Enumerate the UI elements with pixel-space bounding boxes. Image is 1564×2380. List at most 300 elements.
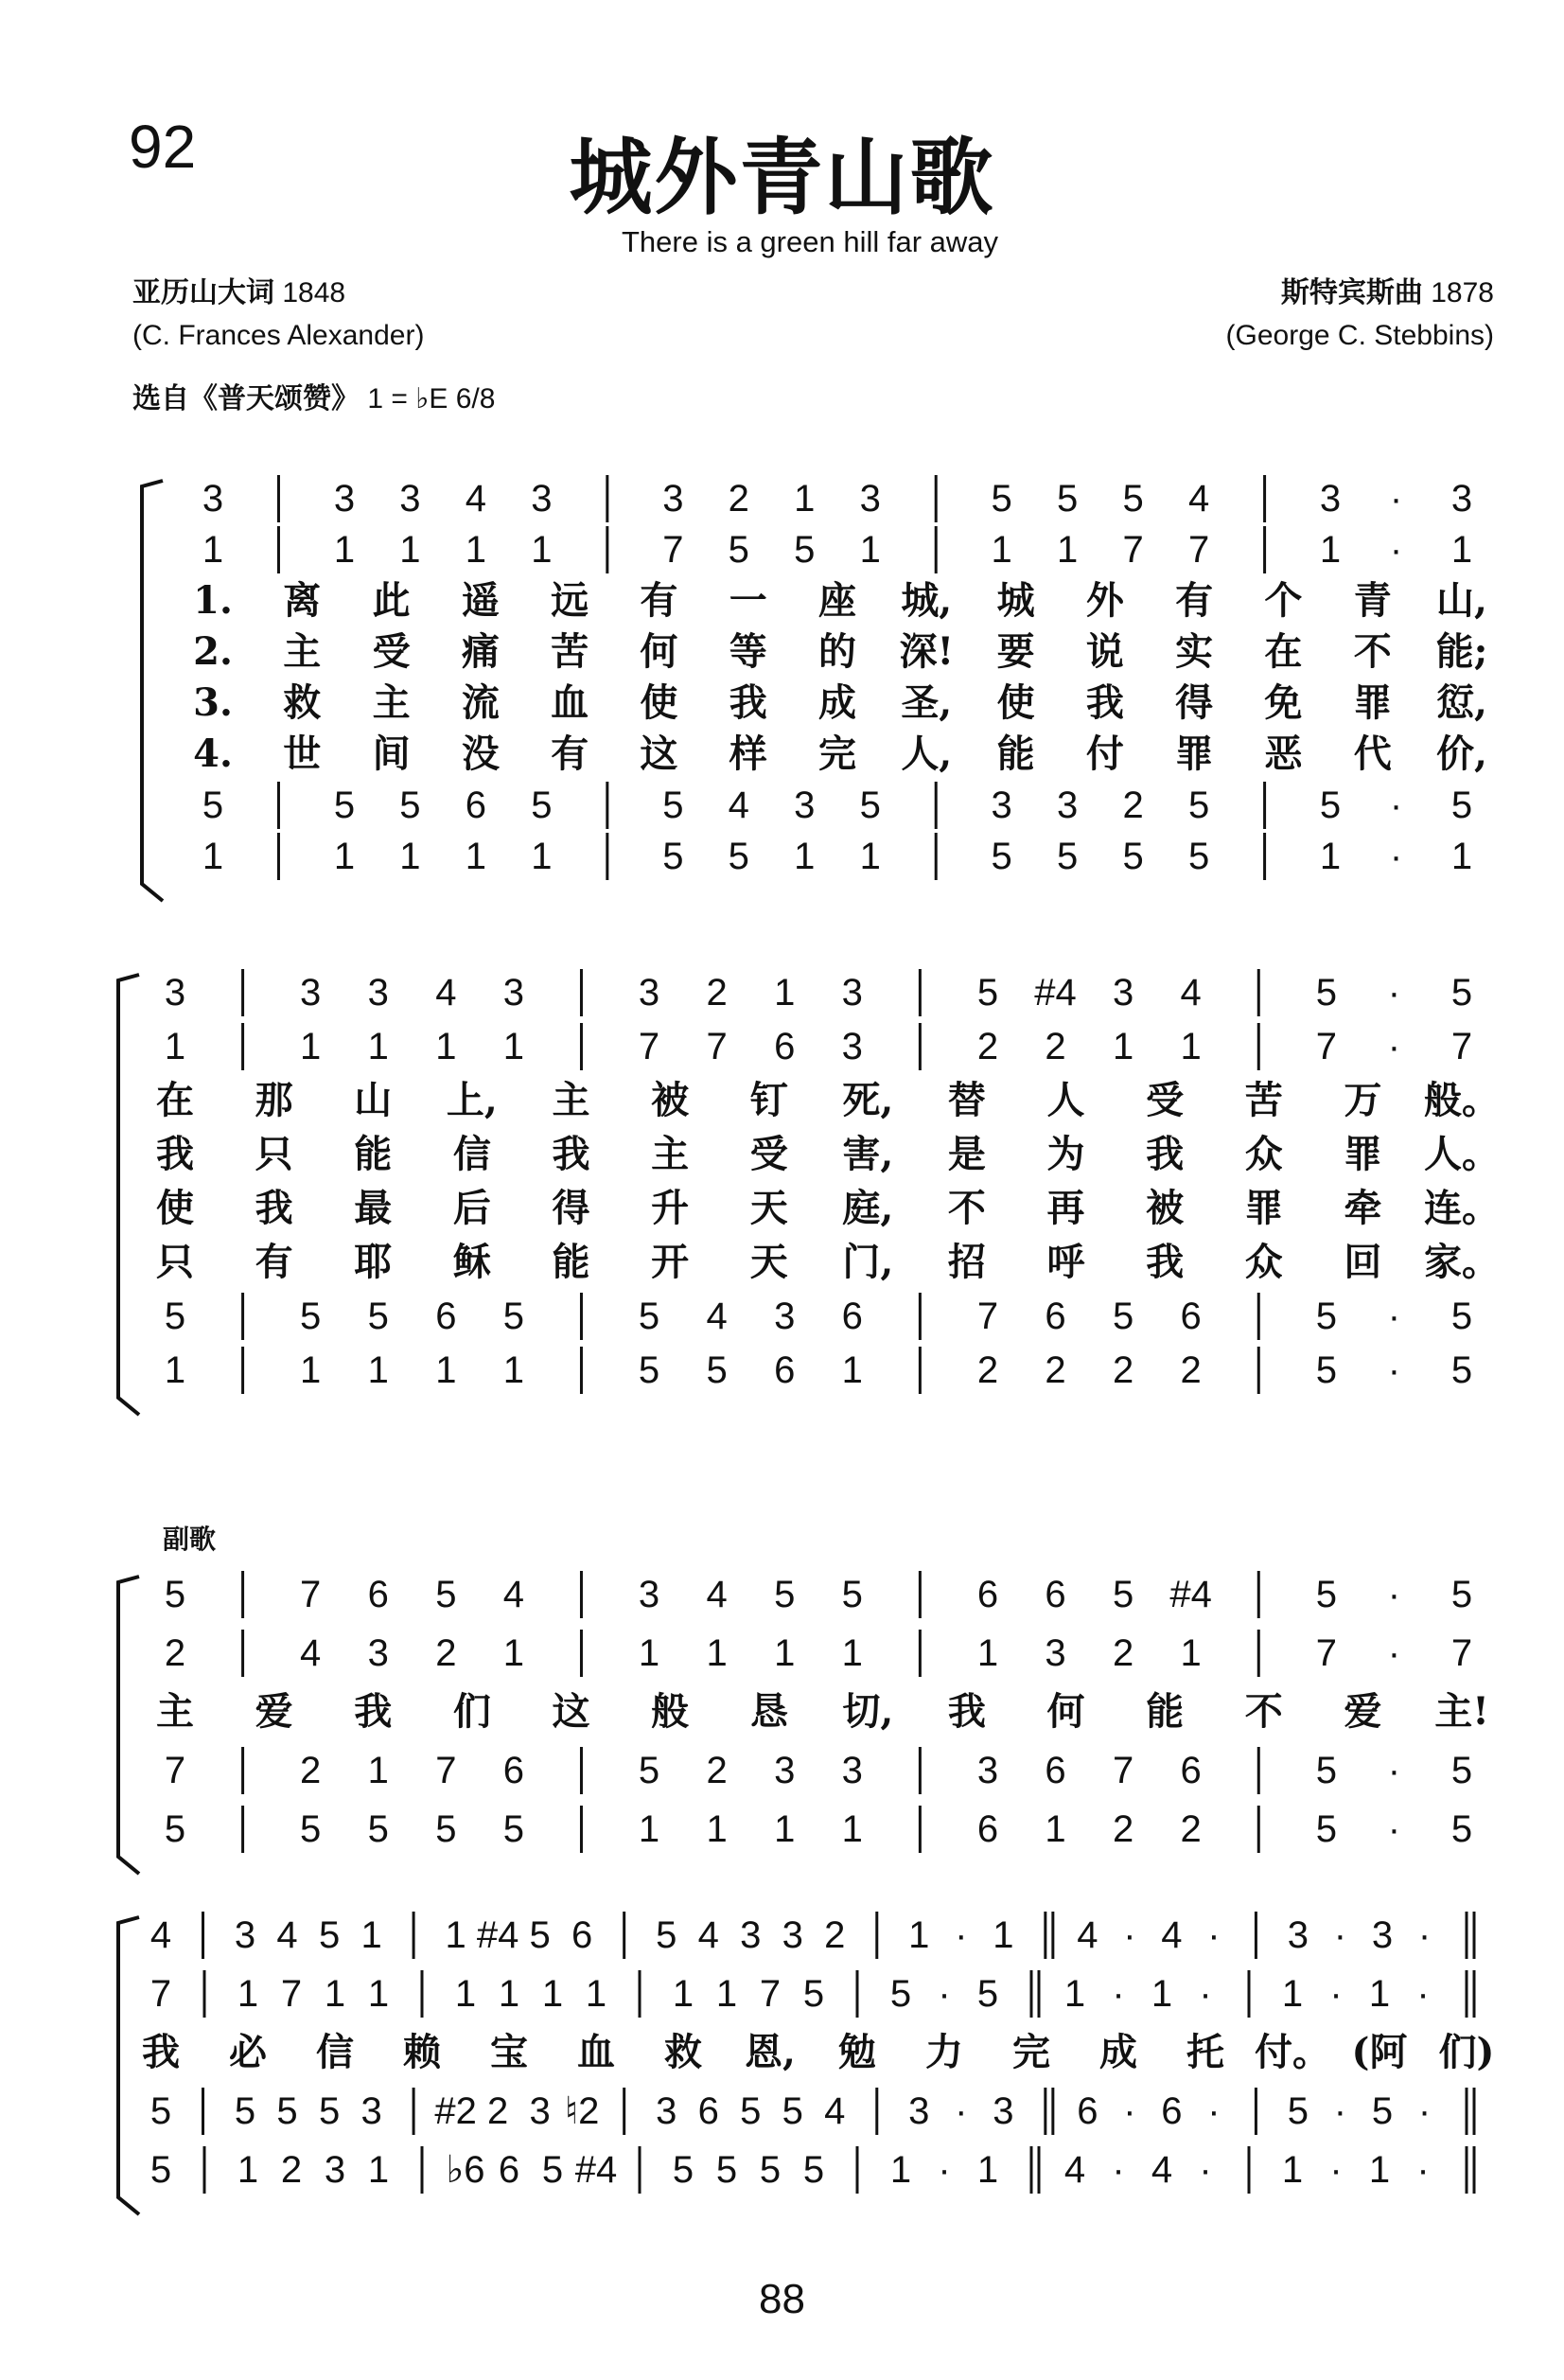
note: 3: [841, 972, 863, 1014]
note: 5: [529, 1914, 551, 1956]
lyric-syllable: 赖: [403, 2030, 441, 2074]
lyric-syllable: 只: [255, 1132, 293, 1176]
lyric-syllable: 家。: [1424, 1240, 1500, 1284]
lyric-syllable: 这: [552, 1689, 590, 1734]
lyric-syllable: (阿: [1351, 2030, 1408, 2074]
note: 1: [502, 1349, 525, 1391]
note: ·: [1123, 2090, 1136, 2132]
note: 4: [1187, 478, 1210, 520]
note: 2: [1112, 1632, 1134, 1674]
lyric-syllable: 天: [749, 1186, 788, 1230]
note: 6: [1161, 2090, 1183, 2132]
note: 5: [502, 1808, 525, 1850]
note: 4: [149, 1914, 172, 1956]
lyric-syllable: 成: [1099, 2030, 1137, 2074]
note: 5: [300, 1808, 322, 1850]
note: 1: [908, 1914, 930, 1956]
note: 5: [300, 1296, 322, 1337]
note: 1: [333, 836, 356, 877]
note: 5: [1450, 1574, 1473, 1615]
note: 1: [715, 1973, 738, 2015]
note: 1: [454, 1973, 477, 2015]
note: 3: [399, 478, 421, 520]
note: 1: [859, 529, 881, 571]
note: ·: [1199, 1973, 1212, 2015]
note: 1: [859, 836, 881, 877]
lyric-syllable: 有: [551, 732, 589, 776]
composer-credit: [1281, 269, 1494, 310]
lyric-syllable: 宝: [490, 2030, 528, 2074]
note: 3: [1287, 1914, 1309, 1956]
lyric-syllable: 圣,: [901, 680, 953, 725]
note: ·: [1387, 1808, 1401, 1850]
lyric-syllable: 使: [996, 680, 1035, 725]
note: #2: [434, 2090, 477, 2132]
lyric-syllable: 遥: [461, 578, 500, 623]
note: 1: [367, 1349, 389, 1391]
note: 5: [1371, 2090, 1394, 2132]
note: 5: [889, 1973, 912, 2015]
lyric-syllable: 我: [156, 1132, 194, 1176]
note: 7: [149, 1973, 172, 2015]
lyric-syllable: 4.: [193, 732, 233, 776]
note: 5: [1122, 478, 1144, 520]
note: 3: [1450, 478, 1473, 520]
note: ·: [1389, 785, 1403, 826]
note: 2: [435, 1632, 457, 1674]
chorus-label: 副歌: [163, 1524, 217, 1555]
note: 5: [638, 1349, 660, 1391]
lyric-syllable: 我: [1146, 1240, 1185, 1284]
lyric-syllable: 主: [283, 629, 322, 674]
note: 1: [638, 1632, 660, 1674]
lyric-syllable: 实: [1175, 629, 1214, 674]
note: 6: [1045, 1750, 1066, 1791]
lyric-syllable: 没: [461, 732, 500, 776]
note: 4: [1161, 1914, 1183, 1956]
note: 5: [656, 1914, 677, 1956]
note: 2: [1045, 1026, 1066, 1067]
lyric-syllable: 呼: [1046, 1240, 1085, 1284]
note: 5: [782, 2090, 803, 2132]
note: 4: [502, 1574, 525, 1615]
note: 4: [706, 1296, 728, 1337]
note: 1: [399, 529, 421, 571]
note: 4: [465, 478, 487, 520]
note: 5: [638, 1296, 660, 1337]
lyric-syllable: 般: [651, 1689, 690, 1734]
note: 6: [435, 1296, 457, 1337]
lyric-syllable: 痛: [461, 629, 500, 674]
note: 5: [1315, 1296, 1337, 1337]
lyric-syllable: 后: [452, 1186, 491, 1230]
note: 5: [728, 529, 749, 571]
note: 3: [367, 1632, 389, 1674]
note: ·: [955, 1914, 968, 1956]
note: 7: [1315, 1026, 1337, 1067]
note: ·: [1112, 2149, 1125, 2191]
note: ·: [1123, 1914, 1136, 1956]
note: 1: [324, 1973, 346, 2015]
lyric-syllable: 在: [1264, 629, 1303, 674]
note: 3: [164, 972, 186, 1014]
note: 1: [333, 529, 356, 571]
lyric-syllable: 得: [1175, 680, 1214, 725]
note: #4: [574, 2149, 618, 2191]
note: 5: [991, 836, 1012, 877]
note: 1: [774, 1808, 796, 1850]
note: 5: [1287, 2090, 1309, 2132]
note: 5: [149, 2090, 172, 2132]
note: 3: [324, 2149, 346, 2191]
lyric-syllable: 离: [283, 578, 322, 623]
note: 1: [993, 1914, 1014, 1956]
lyric-syllable: 稣: [452, 1240, 491, 1284]
note: 5: [234, 2090, 256, 2132]
lyric-syllable: 付: [1085, 732, 1124, 776]
note: 5: [1450, 1296, 1473, 1337]
lyric-syllable: 我: [947, 1689, 986, 1734]
note: 1: [1057, 529, 1079, 571]
note: ·: [1387, 1026, 1401, 1067]
lyric-syllable: 开: [651, 1240, 690, 1284]
note: 4: [1151, 2149, 1173, 2191]
note: 5: [1319, 785, 1342, 826]
lyric-syllable: 是: [947, 1132, 986, 1176]
note: 2: [280, 2149, 303, 2191]
note: 1: [531, 836, 553, 877]
note: 1: [841, 1349, 863, 1391]
note: 3: [740, 1914, 762, 1956]
note: 5: [1315, 1349, 1337, 1391]
note: 4: [1063, 2149, 1086, 2191]
lyric-syllable: 罪: [1353, 680, 1392, 725]
lyric-syllable: 主!: [1434, 1689, 1489, 1734]
lyric-syllable: 力: [925, 2030, 963, 2074]
note: 1: [237, 2149, 259, 2191]
note: 5: [1450, 785, 1473, 826]
note: 7: [706, 1026, 728, 1067]
note: 2: [824, 1914, 846, 1956]
note: 5: [367, 1808, 389, 1850]
note: 1: [502, 1632, 525, 1674]
note: 5: [318, 1914, 341, 1956]
note: 5: [1315, 1808, 1337, 1850]
note: 1: [1180, 1632, 1202, 1674]
english-subtitle: There is a green hill far away: [621, 225, 999, 258]
note: 3: [531, 478, 553, 520]
lyric-syllable: 能: [996, 732, 1035, 776]
lyric-syllable: 世: [283, 732, 322, 776]
lyricist-year: 1848: [282, 277, 346, 309]
lyric-syllable: 我: [1085, 680, 1124, 725]
lyric-syllable: 成: [818, 680, 856, 725]
note: 6: [697, 2090, 719, 2132]
lyric-syllable: 为: [1046, 1132, 1085, 1176]
lyric-syllable: 信: [452, 1132, 491, 1176]
lyric-syllable: 个: [1264, 578, 1303, 623]
note: 1: [585, 1973, 607, 2015]
note: 5: [662, 785, 684, 826]
hymn-number: 92: [129, 113, 197, 181]
lyric-syllable: 恶: [1264, 732, 1303, 776]
key-time-signature: 1 = ♭E 6/8: [367, 383, 496, 414]
lyric-syllable: 青: [1353, 578, 1392, 623]
system-bracket: [118, 975, 139, 1415]
note: ·: [1387, 1750, 1401, 1791]
note: 5: [841, 1574, 863, 1615]
note: #4: [1034, 972, 1077, 1014]
note: 5: [1450, 972, 1473, 1014]
note: 3: [993, 2090, 1014, 2132]
note: 6: [1045, 1296, 1066, 1337]
note: 1: [502, 1026, 525, 1067]
note: 3: [300, 972, 322, 1014]
lyric-syllable: 害,: [842, 1132, 894, 1176]
note: 5: [859, 785, 881, 826]
lyricist-name: 亚历山大词: [132, 276, 274, 309]
lyric-syllable: 万: [1344, 1078, 1382, 1122]
note: 5: [1122, 836, 1144, 877]
note: ·: [1199, 2149, 1212, 2191]
note: 1: [1450, 836, 1473, 877]
lyric-syllable: 城,: [901, 578, 953, 623]
note: 1: [794, 836, 816, 877]
lyric-syllable: 代: [1353, 732, 1392, 776]
note: 1: [841, 1632, 863, 1674]
score-system-3-chorus: [0, 1561, 1564, 1874]
note: 7: [759, 1973, 782, 2015]
lyric-syllable: 众: [1244, 1240, 1283, 1284]
note: ·: [938, 1973, 951, 2015]
note: 1: [976, 2149, 999, 2191]
note: 1: [435, 1026, 457, 1067]
lyric-syllable: 3.: [193, 680, 233, 725]
note: 4: [728, 785, 749, 826]
note: 5: [662, 836, 684, 877]
lyric-syllable: 替: [947, 1078, 986, 1122]
note: 1: [774, 972, 796, 1014]
lyric-syllable: 何: [640, 629, 678, 674]
lyric-syllable: 牵: [1344, 1186, 1382, 1230]
lyric-syllable: 托: [1186, 2030, 1224, 2074]
lyric-syllable: 我: [354, 1689, 393, 1734]
note: 6: [1180, 1750, 1202, 1791]
lyricist-credit: [132, 269, 345, 310]
note: 5: [1450, 1349, 1473, 1391]
note: 1: [445, 1914, 466, 1956]
source-hymnal: 选自《普天颂赞》: [132, 382, 360, 415]
lyric-syllable: 爱: [1344, 1689, 1382, 1734]
lyric-syllable: 们: [452, 1689, 491, 1734]
lyric-syllable: 不: [1353, 629, 1392, 674]
note: 7: [1450, 1632, 1473, 1674]
composer-name-en: (George C. Stebbins): [1225, 320, 1494, 351]
note: ·: [1416, 2149, 1430, 2191]
lyric-syllable: 切,: [842, 1689, 894, 1734]
lyric-syllable: 人: [1046, 1078, 1085, 1122]
note: 3: [656, 2090, 677, 2132]
note: 4: [706, 1574, 728, 1615]
composer-name: 斯特宾斯曲: [1280, 276, 1423, 309]
note: 5: [276, 2090, 298, 2132]
note: ·: [1333, 2090, 1347, 2132]
lyric-syllable: 免: [1264, 680, 1303, 725]
note: 5: [164, 1574, 186, 1615]
note: 5: [1450, 1808, 1473, 1850]
note: 1: [367, 1973, 390, 2015]
lyric-syllable: 深!: [899, 629, 955, 674]
note: 3: [841, 1026, 863, 1067]
note: 5: [435, 1808, 457, 1850]
note: 1: [465, 529, 487, 571]
lyric-syllable: 我: [255, 1186, 293, 1230]
lyric-syllable: 1.: [193, 578, 233, 623]
note: 3: [1319, 478, 1342, 520]
lyric-syllable: 能: [552, 1240, 590, 1284]
note: 6: [1077, 2090, 1098, 2132]
lyric-syllable: 被: [651, 1078, 690, 1122]
lyric-syllable: 庭,: [842, 1186, 894, 1230]
note: 5: [1112, 1296, 1134, 1337]
note: 5: [638, 1750, 660, 1791]
lyric-syllable: 上,: [446, 1078, 498, 1122]
note: 1: [531, 529, 553, 571]
note: 1: [672, 1973, 694, 2015]
note: 5: [1057, 836, 1079, 877]
lyric-syllable: 众: [1244, 1132, 1283, 1176]
note: 1: [202, 529, 224, 571]
note: 5: [318, 2090, 341, 2132]
note: 2: [976, 1026, 999, 1067]
lyric-syllable: 座: [818, 578, 856, 623]
note: 3: [976, 1750, 999, 1791]
lyric-syllable: 要: [996, 629, 1035, 674]
lyric-syllable: 有: [1175, 578, 1214, 623]
lyric-syllable: 完: [1012, 2030, 1050, 2074]
lyric-syllable: 不: [947, 1186, 986, 1230]
lyric-syllable: 得: [552, 1186, 590, 1230]
note: 1: [1045, 1808, 1066, 1850]
note: 3: [991, 785, 1012, 826]
note: 1: [794, 478, 816, 520]
note: 1: [1368, 2149, 1391, 2191]
note: ·: [1333, 1914, 1347, 1956]
note: 6: [976, 1808, 999, 1850]
note: 7: [1187, 529, 1210, 571]
note: 3: [841, 1750, 863, 1791]
lyric-syllable: 一: [729, 578, 767, 623]
note: 3: [367, 972, 389, 1014]
lyric-syllable: 等: [729, 629, 767, 674]
note: 6: [367, 1574, 389, 1615]
note: ·: [1329, 1973, 1343, 2015]
note: 3: [1045, 1632, 1066, 1674]
note: ·: [1387, 1574, 1401, 1615]
note: 6: [774, 1026, 796, 1067]
note: 6: [841, 1296, 863, 1337]
note: 3: [234, 1914, 256, 1956]
lyric-syllable: 招: [947, 1240, 986, 1284]
system-bracket: [118, 1917, 139, 2214]
note: 1: [1319, 836, 1342, 877]
note: 1: [300, 1026, 322, 1067]
note: 2: [706, 972, 728, 1014]
lyric-syllable: 人。: [1424, 1132, 1500, 1176]
lyric-syllable: 恩,: [745, 2030, 796, 2074]
note: 5: [794, 529, 816, 571]
note: 1: [435, 1349, 457, 1391]
note: 6: [976, 1574, 999, 1615]
note: 7: [164, 1750, 186, 1791]
lyric-syllable: 完: [818, 732, 856, 776]
lyric-syllable: 说: [1085, 629, 1124, 674]
note: 5: [164, 1808, 186, 1850]
lyric-syllable: 我: [142, 2030, 180, 2074]
lyric-syllable: 外: [1085, 578, 1124, 623]
note: 1: [465, 836, 487, 877]
note: 3: [333, 478, 356, 520]
note: 1: [638, 1808, 660, 1850]
note: 6: [502, 1750, 525, 1791]
lyric-syllable: 最: [354, 1186, 393, 1230]
page-number: 88: [759, 2276, 805, 2322]
lyric-syllable: 主: [651, 1132, 690, 1176]
note: 5: [531, 785, 553, 826]
lyric-syllable: 价,: [1436, 732, 1487, 776]
lyric-syllable: 不: [1244, 1689, 1283, 1734]
note: 5: [164, 1296, 186, 1337]
note: 7: [1450, 1026, 1473, 1067]
note: 6: [465, 785, 487, 826]
lyric-syllable: 使: [640, 680, 678, 725]
note: 2: [164, 1632, 186, 1674]
note: ·: [1207, 2090, 1221, 2132]
lyric-syllable: 付。: [1255, 2030, 1330, 2074]
note: 3: [1371, 1914, 1394, 1956]
note: 1: [367, 1750, 389, 1791]
note: 3: [638, 972, 660, 1014]
lyric-syllable: 在: [156, 1078, 194, 1122]
note: ·: [955, 2090, 968, 2132]
note: 1: [164, 1349, 186, 1391]
lyric-syllable: 人,: [901, 732, 953, 776]
note: 3: [360, 2090, 382, 2132]
hymn-title: 城外青山歌: [569, 129, 995, 226]
note: 3: [774, 1750, 796, 1791]
note: ·: [1389, 478, 1403, 520]
note: ·: [938, 2149, 951, 2191]
note: 5: [202, 785, 224, 826]
note: ·: [1387, 1296, 1401, 1337]
note: 1: [367, 2149, 390, 2191]
note: 3: [859, 478, 881, 520]
note: 3: [908, 2090, 930, 2132]
lyric-syllable: 主: [156, 1689, 194, 1734]
note: 1: [1281, 2149, 1304, 2191]
note: ·: [1387, 1349, 1401, 1391]
lyric-syllable: 血: [577, 2030, 615, 2074]
note: 7: [300, 1574, 322, 1615]
lyric-syllable: 苦: [551, 629, 589, 674]
note: 2: [487, 2090, 509, 2132]
lyric-syllable: 主: [552, 1078, 590, 1122]
note: 1: [1281, 1973, 1304, 2015]
lyric-syllable: 2.: [193, 629, 233, 674]
lyric-syllable: 我: [729, 680, 767, 725]
lyric-syllable: 此: [372, 578, 411, 623]
lyric-syllable: 受: [1146, 1078, 1185, 1122]
